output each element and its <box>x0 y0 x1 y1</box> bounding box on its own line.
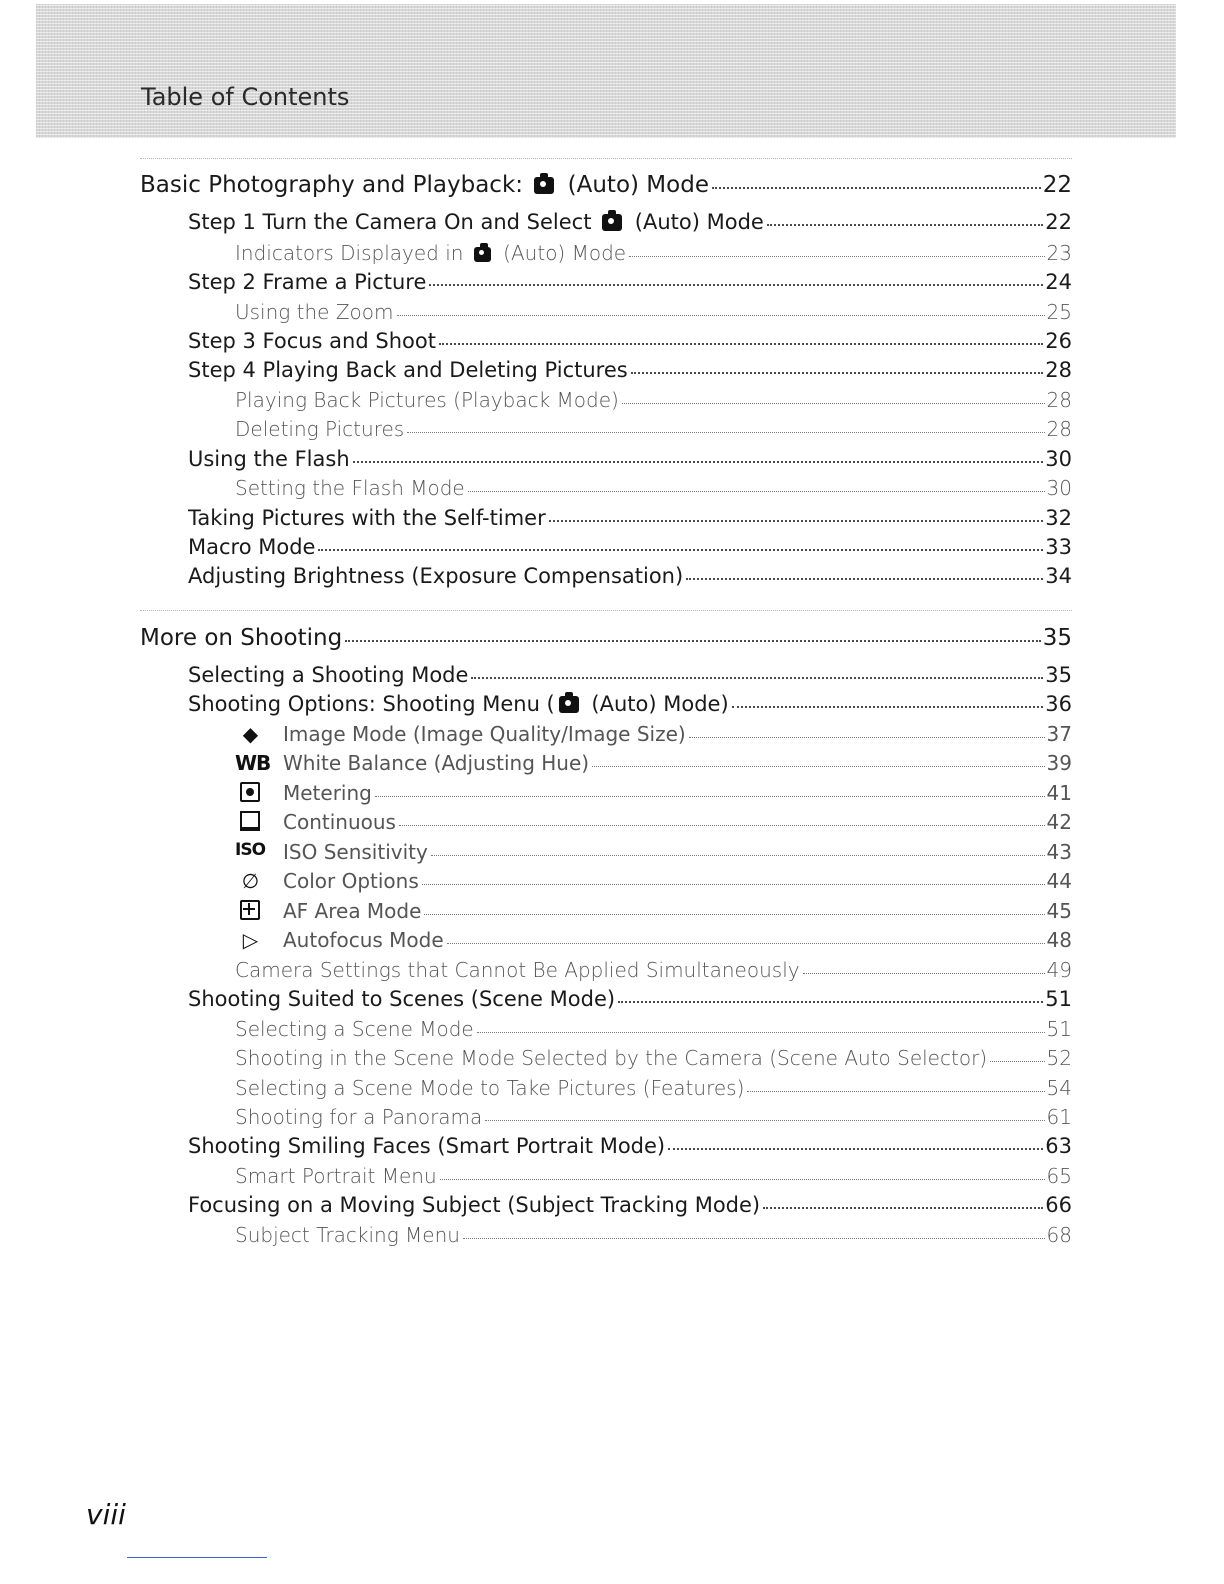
dot-leader <box>424 914 1044 915</box>
toc-page-number: 52 <box>1046 1046 1072 1070</box>
toc-page-number: 49 <box>1046 958 1072 982</box>
toc-page-number: 30 <box>1046 476 1072 500</box>
toc-entry[interactable] <box>188 358 1072 382</box>
toc-text: Macro Mode <box>188 535 316 559</box>
dot-leader <box>767 224 1043 226</box>
auto-mode-camera-icon <box>559 696 579 713</box>
toc-page-number: 35 <box>1045 663 1072 687</box>
dot-leader <box>431 855 1045 856</box>
dot-leader <box>439 343 1043 345</box>
toc-text: Shooting for a Panorama <box>235 1105 483 1129</box>
toc-text: Step 4 Playing Back and Deleting Pictures <box>188 358 628 382</box>
header-band <box>36 4 1176 138</box>
toc-page-number: 68 <box>1046 1223 1072 1247</box>
toc-text: Shooting Options: Shooting Menu ( <box>188 692 555 716</box>
toc-text: Autofocus Mode <box>283 928 444 952</box>
toc-heading-more-on-shooting[interactable] <box>140 625 1072 651</box>
toc-text: Selecting a Shooting Mode <box>188 663 469 687</box>
toc-page-number: 28 <box>1046 417 1072 441</box>
toc-page-number: 42 <box>1046 810 1072 834</box>
toc-text: (Auto) Mode <box>628 210 764 234</box>
toc-text: Step 2 Frame a Picture <box>188 270 427 294</box>
toc-entry[interactable] <box>188 506 1072 530</box>
toc-page-number: 66 <box>1045 1193 1072 1217</box>
dot-leader <box>549 520 1044 522</box>
toc-heading-basic-photography[interactable] <box>140 172 1072 198</box>
toc-page-number: 45 <box>1046 899 1072 923</box>
dot-leader <box>375 796 1045 797</box>
toc-text: White Balance (Adjusting Hue) <box>283 751 590 775</box>
dot-leader <box>803 973 1045 974</box>
color-options-icon: ∅ <box>241 869 259 893</box>
toc-entry[interactable] <box>188 692 1072 716</box>
toc-entry[interactable] <box>235 840 1072 864</box>
toc-text: AF Area Mode <box>283 899 422 923</box>
continuous-icon <box>235 810 265 834</box>
dot-leader <box>618 1001 1043 1003</box>
toc-text: Selecting a Scene Mode to Take Pictures (Features) <box>235 1076 745 1100</box>
dot-leader <box>345 640 1041 642</box>
dot-leader <box>712 187 1041 189</box>
toc-entry[interactable] <box>188 1134 1072 1158</box>
toc-text: Playing Back Pictures (Playback Mode) <box>235 388 619 412</box>
toc-text: Subject Tracking Menu <box>235 1223 460 1247</box>
toc-page-number: 30 <box>1045 447 1072 471</box>
toc-page-number: 54 <box>1046 1076 1072 1100</box>
toc-page-number: 39 <box>1046 751 1072 775</box>
toc-entry[interactable] <box>235 476 1072 500</box>
toc-text: Selecting a Scene Mode <box>235 1017 474 1041</box>
dot-leader <box>318 549 1043 551</box>
toc-page-number: 61 <box>1046 1105 1072 1129</box>
dot-leader <box>763 1207 1043 1209</box>
toc-text: Shooting in the Scene Mode Selected by the Camera (Scene Auto Selector) <box>235 1046 988 1070</box>
toc-page-number: 34 <box>1045 564 1072 588</box>
toc-text: Setting the Flash Mode <box>235 476 465 500</box>
toc-entry[interactable] <box>235 417 1072 441</box>
toc-text: Image Mode (Image Quality/Image Size) <box>283 722 686 746</box>
metering-icon <box>235 781 265 805</box>
toc-entry[interactable] <box>188 663 1072 687</box>
toc-page-number: 44 <box>1046 869 1072 893</box>
dot-leader <box>689 737 1045 738</box>
toc-text: Basic Photography and Playback: <box>140 172 531 198</box>
section-divider <box>140 158 1072 159</box>
toc-entry[interactable] <box>235 958 1072 982</box>
toc-page-number: 51 <box>1045 987 1072 1011</box>
iso-icon: ISO <box>235 840 266 860</box>
toc-entry[interactable] <box>235 1017 1072 1041</box>
toc-text: Adjusting Brightness (Exposure Compensation) <box>188 564 684 588</box>
toc-page-number: 22 <box>1045 210 1072 234</box>
toc-entry[interactable] <box>235 241 1072 265</box>
af-area-icon <box>235 899 265 923</box>
toc-entry[interactable] <box>188 1193 1072 1217</box>
toc-text: (Auto) Mode) <box>584 692 729 716</box>
toc-text: Shooting Suited to Scenes (Scene Mode) <box>188 987 616 1011</box>
dot-leader <box>485 1120 1044 1121</box>
auto-mode-camera-icon <box>534 177 554 194</box>
dot-leader <box>732 706 1044 708</box>
toc-text: (Auto) Mode <box>496 241 627 265</box>
toc-text: Metering <box>283 781 372 805</box>
dot-leader <box>399 825 1045 826</box>
toc-text: Shooting Smiling Faces (Smart Portrait Mode) <box>188 1134 666 1158</box>
dot-leader <box>668 1148 1043 1150</box>
dot-leader <box>686 578 1043 580</box>
toc-entry[interactable] <box>188 564 1072 588</box>
dot-leader <box>747 1091 1044 1092</box>
toc-entry[interactable] <box>242 928 1072 952</box>
dot-leader <box>477 1032 1045 1033</box>
dot-leader <box>592 766 1044 767</box>
bottom-rule <box>127 1557 267 1558</box>
toc-entry[interactable] <box>283 899 1072 923</box>
dot-leader <box>422 884 1045 885</box>
toc-page-number: 41 <box>1046 781 1072 805</box>
toc-entry[interactable] <box>235 1076 1072 1100</box>
dot-leader <box>440 1179 1045 1180</box>
toc-page-number: 22 <box>1042 172 1072 198</box>
toc-page-number: 36 <box>1045 692 1072 716</box>
toc-page-number: 28 <box>1045 358 1072 382</box>
toc-text: Step 1 Turn the Camera On and Select <box>188 210 599 234</box>
toc-text: Deleting Pictures <box>235 417 405 441</box>
toc-page-number: 24 <box>1045 270 1072 294</box>
toc-text: (Auto) Mode <box>560 172 709 198</box>
toc-text: Using the Flash <box>188 447 350 471</box>
toc-page-number: 51 <box>1046 1017 1072 1041</box>
dot-leader <box>629 256 1044 257</box>
toc-entry[interactable] <box>235 300 1072 324</box>
toc-text: Focusing on a Moving Subject (Subject Tracking Mode) <box>188 1193 761 1217</box>
toc-page-number: 25 <box>1046 300 1072 324</box>
auto-mode-camera-icon <box>602 214 622 231</box>
toc-entry[interactable] <box>188 270 1072 294</box>
toc-page-number: 35 <box>1042 625 1072 651</box>
toc-entry[interactable] <box>235 751 1072 775</box>
toc-entry[interactable] <box>235 1223 1072 1247</box>
dot-leader <box>447 943 1045 944</box>
toc-page-number: 37 <box>1046 722 1072 746</box>
image-mode-icon: ◆ <box>242 722 258 746</box>
toc-entry[interactable] <box>283 781 1072 805</box>
autofocus-icon: ▷ <box>242 928 258 952</box>
toc-text: Smart Portrait Menu <box>235 1164 437 1188</box>
dot-leader <box>397 315 1045 316</box>
toc-text: Using the Zoom <box>235 300 394 324</box>
toc-page-number: 28 <box>1046 388 1072 412</box>
toc-page-number: 32 <box>1045 506 1072 530</box>
toc-text: More on Shooting <box>140 625 343 651</box>
toc-text: Color Options <box>283 869 419 893</box>
page-title: Table of Contents <box>141 83 350 111</box>
dot-leader <box>990 1061 1044 1062</box>
dot-leader <box>631 372 1044 374</box>
toc-entry[interactable] <box>241 869 1072 893</box>
toc-entry[interactable] <box>235 1046 1072 1070</box>
section-divider <box>140 610 1072 611</box>
toc-text: Camera Settings that Cannot Be Applied Simultaneously <box>235 958 800 982</box>
toc-page-number: 63 <box>1045 1134 1072 1158</box>
toc-entry[interactable] <box>235 388 1072 412</box>
toc-entry[interactable] <box>188 987 1072 1011</box>
dot-leader <box>471 677 1043 679</box>
dot-leader <box>353 461 1044 463</box>
dot-leader <box>622 403 1045 404</box>
page-number: viii <box>86 1498 126 1531</box>
dot-leader <box>407 432 1044 433</box>
toc-entry[interactable] <box>188 535 1072 559</box>
toc-entry[interactable] <box>283 810 1072 834</box>
toc-entry[interactable] <box>188 329 1072 353</box>
toc-entry[interactable] <box>188 210 1072 234</box>
toc-entry[interactable] <box>188 447 1072 471</box>
toc-text: Continuous <box>283 810 396 834</box>
toc-page-number: 26 <box>1045 329 1072 353</box>
toc-page-number: 43 <box>1046 840 1072 864</box>
toc-page-number: 33 <box>1045 535 1072 559</box>
toc-entry[interactable] <box>242 722 1072 746</box>
toc-entry[interactable] <box>235 1105 1072 1129</box>
white-balance-icon: WB <box>235 751 271 775</box>
toc-text: Step 3 Focus and Shoot <box>188 329 436 353</box>
toc-text: Taking Pictures with the Self-timer <box>188 506 546 530</box>
toc-page-number: 65 <box>1046 1164 1072 1188</box>
dot-leader <box>468 491 1045 492</box>
toc-page-number: 48 <box>1046 928 1072 952</box>
toc-text: ISO Sensitivity <box>283 840 428 864</box>
toc-page-number: 23 <box>1046 241 1072 265</box>
auto-mode-camera-icon <box>474 247 491 262</box>
dot-leader <box>429 284 1043 286</box>
toc-text: Indicators Displayed in <box>235 241 470 265</box>
toc-entry[interactable] <box>235 1164 1072 1188</box>
dot-leader <box>463 1238 1045 1239</box>
